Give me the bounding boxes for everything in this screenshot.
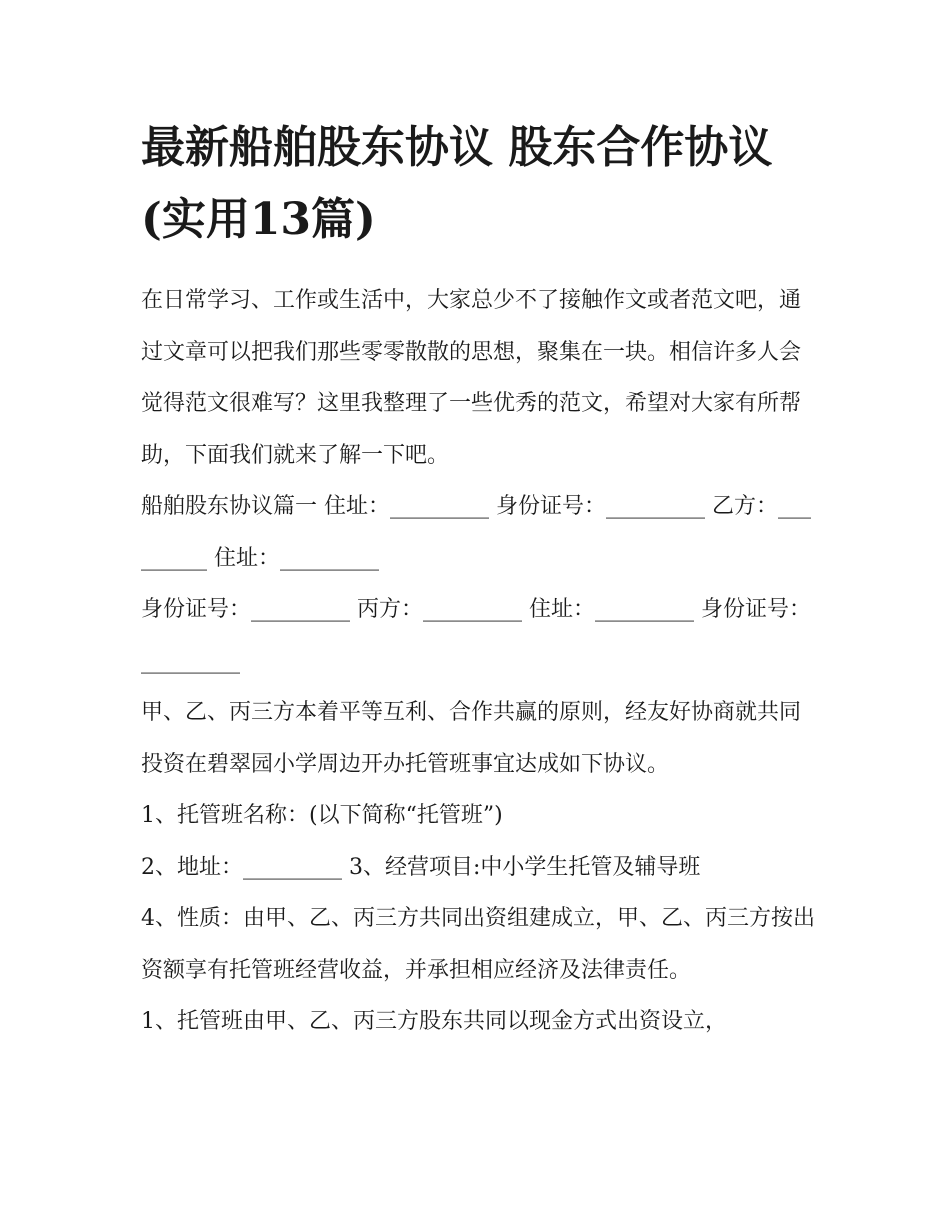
document-body [141,275,821,1048]
intro-paragraph: 在日常学习、工作或生活中，大家总少不了接触作文或者范文吧，通过文章可以把我们那些零零散散的思想，聚集在一块。相信许多人会觉得范文很难写？这里我整理了一些优秀的范文，希望对大家有所帮助，下面我们就来了解一下吧。 [141,288,802,468]
clause-nature: 4、性质：由甲、乙、丙三方共同出资组建成立，甲、乙、丙三方按出资额享有托管班经营收益，并承担相应经济及法律责任。 [141,906,815,983]
party-info-line-2: 身份证号：_________ 丙方：_________ 住址：_________ 身份证号：_________ [141,597,811,674]
document-title: 最新船舶股东协议 股东合作协议(实用13篇) [141,122,773,245]
clause-address: 2、地址：_________ 3、经营项目:中小学生托管及辅导班 [141,854,701,880]
clause-capital: 1、托管班由甲、乙、丙三方股东共同以现金方式出资设立， [141,1009,727,1034]
party-info-line-1: 船舶股东协议篇一 住址：_________ 身份证号：_________ 乙方：_________ 住址：_________ [141,494,811,571]
principle-paragraph: 甲、乙、丙三方本着平等互利、合作共赢的原则，经友好协商就共同投资在碧翠园小学周边开办托管班事宜达成如下协议。 [141,700,802,777]
clause-name: 1、托管班名称：(以下简称“托管班”) [141,803,503,828]
